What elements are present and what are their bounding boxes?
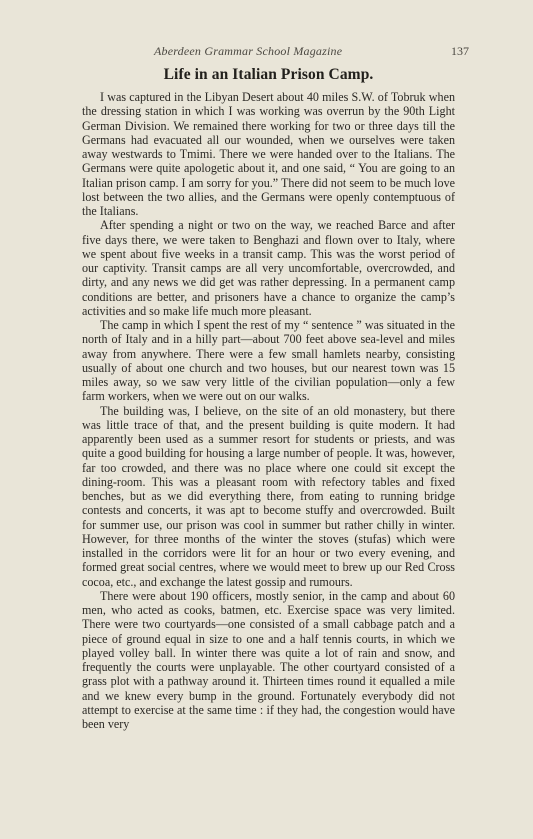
paragraph: The camp in which I spent the rest of my “ sentence ” was situated in the north of Italy and in a hilly part—about 700 feet above sea-level and miles away from anywhere. There were a few small hamlets nearby, consisting usually of about one church and two houses, but our nearest town was 15 miles away, so we saw very little of the civilian population—only a few farm workers, when we were out on our walks.	[82, 318, 455, 404]
paragraph: I was captured in the Libyan Desert about 40 miles S.W. of Tobruk when the dressing station in which I was working was overrun by the 90th Light German Division. We remained there working for two or three days till the Germans had evacuated all our wounded, when we ourselves were taken away westwards to Tmimi. There we were handed over to the Italians. The Germans were quite apologetic about it, and one said, “ You are going to an Italian prison camp. I am sorry for you.” There did not seem to be much love lost between the two allies, and the Germans were openly contemptuous of the Italians.	[82, 90, 455, 218]
running-header	[82, 42, 469, 60]
article-title: Life in an Italian Prison Camp.	[163, 66, 374, 83]
paragraph: The building was, I believe, on the site of an old monastery, but there was little trace of that, and the present building is quite modern. It had apparently been used as a summer resort for students or priests, and was quite a good building for housing a large number of people. It was, however, far too crowded, and there was no place where one could sit except the dining-room. This was a pleasant room with refectory tables and fixed benches, but as we did everything there, from eating to running bridge contests and concerts, it was apt to become stuffy and overcrowded. Built for summer use, our prison was cool in summer but rather chilly in winter. However, for three months of the winter the stoves (stufas) which were installed in the corridors were lit for an hour or two every evening, and formed great social centres, where we would meet to brew up our Red Cross cocoa, etc., and exchange the latest gossip and rumours.	[82, 403, 455, 589]
page-number: 137	[451, 44, 469, 58]
article-body	[82, 90, 455, 731]
journal-title: Aberdeen Grammar School Magazine	[154, 44, 343, 58]
paragraph: There were about 190 officers, mostly senior, in the camp and about 60 men, who acted as cooks, batmen, etc. Exercise space was very limited. There were two courtyards—one consisted of a small cabbage patch and a piece of ground equal in size to one and a half tennis courts, in which we played volley ball. In winter there was quite a lot of rain and snow, and frequently the courts were unplayable. The other courtyard consisted of a grass plot with a pathway around it. Thirteen times round it equalled a mile and we knew every bump in the ground. Fortunately everybody did not attempt to exercise at the same time : if they had, the congestion would have been very	[82, 588, 455, 731]
paragraph: After spending a night or two on the way, we reached Barce and after five days there, we were taken to Benghazi and flown over to Italy, where we spent about five weeks in a transit camp. This was the worst period of our captivity. Transit camps are all very uncomfortable, overcrowded, and dirty, and any news we did get was rather depressing. In a permanent camp conditions are better, and prisoners have a chance to organize the camp’s activities and so make life much more pleasant.	[82, 218, 455, 318]
